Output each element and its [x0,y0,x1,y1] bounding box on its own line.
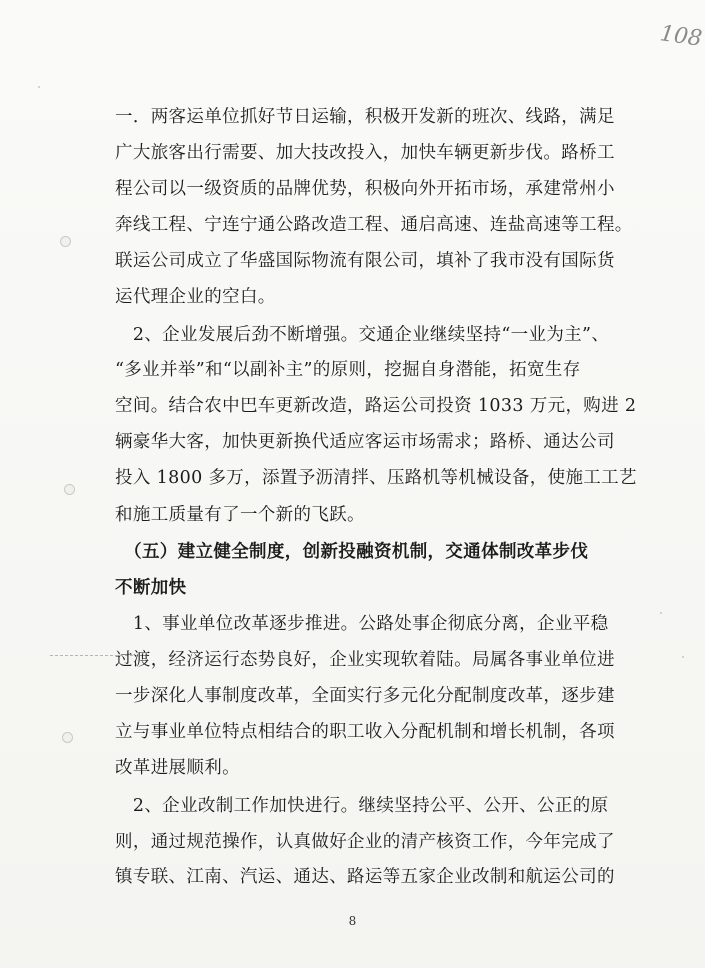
section-heading: （五）建立健全制度，创新投融资机制，交通体制改革步伐 [115,542,589,562]
section-heading: 不断加快 [115,578,187,598]
text-line: 立与事业单位特点相结合的职工收入分配机制和增长机制，各项 [115,722,615,742]
text-line: 投入 1800 多万，添置予沥清拌、压路机等机械设备，使施工工艺 [115,468,637,488]
text-line: 2、企业改制工作加快进行。继续坚持公平、公开、公正的原 [115,796,609,816]
text-line: “多业并举”和“以副补主”的原则，挖掘自身潜能，拓宽生存 [115,360,581,380]
punch-hole [62,732,73,743]
scan-speck [38,86,40,88]
text-line: 和施工质量有了一个新的飞跃。 [115,505,365,525]
page-number: 8 [348,914,357,928]
text-line: 镇专联、江南、汽运、通达、路运等五家企业改制和航运公司的 [115,867,615,887]
text-line: 奔线工程、宁连宁通公路改造工程、通启高速、连盐高速等工程。 [115,215,633,235]
text-line: 广大旅客出行需要、加大技改投入，加快车辆更新步伐。路桥工 [115,143,615,163]
text-line: 辆豪华大客，加快更新换代适应客运市场需求；路桥、通达公司 [115,432,615,452]
text-line: 2、企业发展后劲不断增强。交通企业继续坚持“一业为主”、 [115,325,610,345]
text-line: 联运公司成立了华盛国际物流有限公司，填补了我市没有国际货 [115,251,615,271]
handwritten-page-mark: 108 [658,21,704,52]
scan-speck [660,612,662,614]
scan-speck [682,656,684,658]
text-line: 程公司以一级资质的品牌优势，积极向外开拓市场，承建常州小 [115,179,615,199]
punch-hole [64,484,75,495]
text-line: 改革进展顺利。 [115,758,240,778]
text-line: 则，通过规范操作，认真做好企业的清产核资工作，今年完成了 [115,832,615,852]
text-line: 运代理企业的空白。 [115,287,276,307]
text-line: 过渡，经济运行态势良好，企业实现软着陆。局属各事业单位进 [115,650,615,670]
punch-hole [60,236,71,247]
text-line: 一．两客运单位抓好节日运输，积极开发新的班次、线路，满足 [115,107,615,127]
text-line: 一步深化人事制度改革，全面实行多元化分配制度改革，逐步建 [115,686,615,706]
text-line: 1、事业单位改革逐步推进。公路处事企彻底分离，企业平稳 [115,614,609,634]
text-line: 空间。结合农中巴车更新改造，路运公司投资 1033 万元，购进 2 [115,396,637,416]
